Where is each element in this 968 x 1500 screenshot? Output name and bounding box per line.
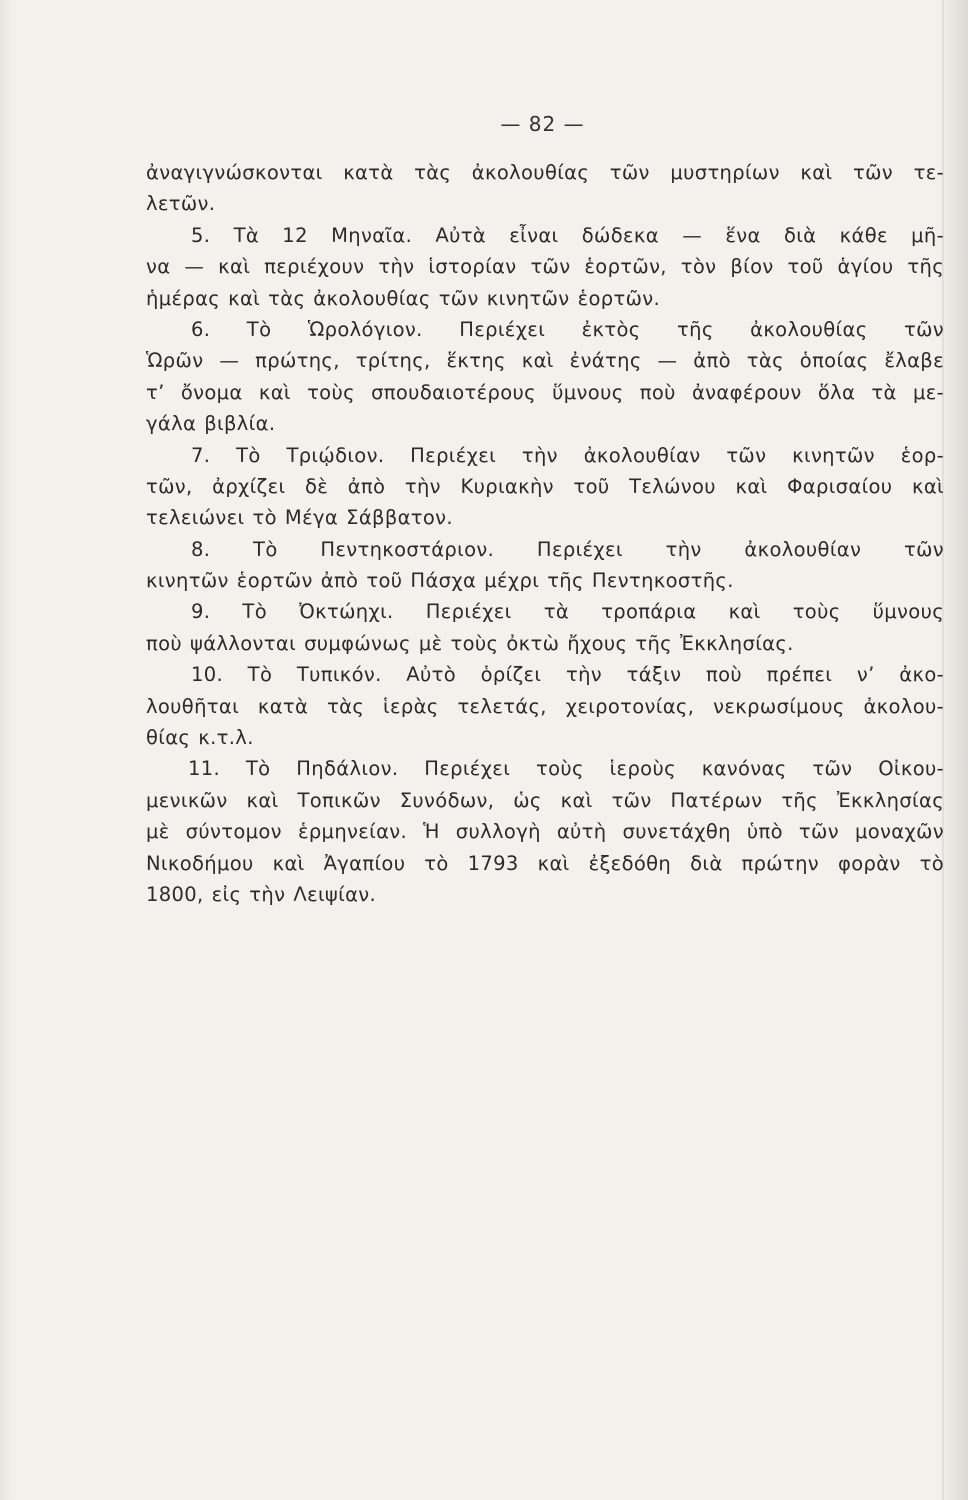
text-line: κινητῶν ἑορτῶν ἀπὸ τοῦ Πάσχα μέχρι τῆς Πεντηκοστῆς. [146, 569, 734, 593]
item-9-heading-line: 9. Τὸ Ὀκτώηχι. Περιέχει τὰ τροπάρια καὶ τοὺς ὕμνους [191, 600, 944, 624]
text-line: ἀναγιγνώσκονται κατὰ τὰς ἀκολουθίας τῶν μυστηρίων καὶ τῶν τε- [146, 161, 944, 184]
item-8-heading-line: 8. Τὸ Πεντηκοστάριον. Περιέχει τὴν ἀκολουθίαν τῶν [191, 537, 944, 561]
text-line: 1800, εἰς τὴν Λειψίαν. [146, 882, 377, 906]
text-line: μενικῶν καὶ Τοπικῶν Συνόδων, ὡς καὶ τῶν Πατέρων τῆς Ἐκκλησίας [146, 788, 944, 812]
text-line: τελειώνει τὸ Μέγα Σάββατον. [146, 506, 453, 530]
text-line: ποὺ ψάλλονται συμφώνως μὲ τοὺς ὀκτὼ ἤχους τῆς Ἐκκλησίας. [146, 631, 794, 655]
body-text [146, 157, 944, 910]
text-line: τ’ ὄνομα καὶ τοὺς σπουδαιοτέρους ὕμνους ποὺ ἀναφέρουν ὅλα τὰ με- [146, 380, 944, 404]
text-line: μὲ σύντομον ἑρμηνείαν. Ἡ συλλογὴ αὐτὴ συνετάχθη ὑπὸ τῶν μοναχῶν [146, 820, 944, 844]
text-line: Νικοδήμου καὶ Ἀγαπίου τὸ 1793 καὶ ἐξεδόθη διὰ πρώτην φορὰν τὸ [146, 851, 944, 875]
text-line: θίας κ.τ.λ. [146, 726, 254, 750]
item-5-heading-line: 5. Τὰ 12 Μηναῖα. Αὐτὰ εἶναι δώδεκα — ἕνα διὰ κάθε μῆ- [191, 223, 944, 247]
text-line: γάλα βιβλία. [146, 412, 276, 436]
item-6-heading-line: 6. Τὸ Ὡρολόγιον. Περιέχει ἐκτὸς τῆς ἀκολουθίας τῶν [191, 317, 944, 341]
item-11-heading-line: 11. Τὸ Πηδάλιον. Περιέχει τοὺς ἱεροὺς κανόνας τῶν Οἰκου- [188, 757, 944, 781]
text-line: λουθῆται κατὰ τὰς ἱερὰς τελετάς, χειροτονίας, νεκρωσίμους ἀκολου- [146, 694, 944, 718]
item-10-heading-line: 10. Τὸ Τυπικόν. Αὐτὸ ὁρίζει τὴν τάξιν ποὺ πρέπει ν’ ἀκο- [191, 663, 944, 687]
text-line: τῶν, ἀρχίζει δὲ ἀπὸ τὴν Κυριακὴν τοῦ Τελώνου καὶ Φαρισαίου καὶ [146, 474, 944, 498]
page-number: — 82 — [500, 112, 585, 136]
text-line: Ὡρῶν — πρώτης, τρίτης, ἕκτης καὶ ἐνάτης — ἀπὸ τὰς ὁποίας ἔλαβε [146, 349, 944, 373]
text-line: ἡμέρας καὶ τὰς ἀκολουθίας τῶν κινητῶν ἑορτῶν. [146, 286, 661, 310]
text-line: να — καὶ περιέχουν τὴν ἱστορίαν τῶν ἑορτῶν, τὸν βίον τοῦ ἁγίου τῆς [146, 255, 944, 279]
item-7-heading-line: 7. Τὸ Τριῴδιον. Περιέχει τὴν ἀκολουθίαν τῶν κινητῶν ἑορ- [191, 443, 944, 467]
text-line: λετῶν. [146, 192, 216, 216]
